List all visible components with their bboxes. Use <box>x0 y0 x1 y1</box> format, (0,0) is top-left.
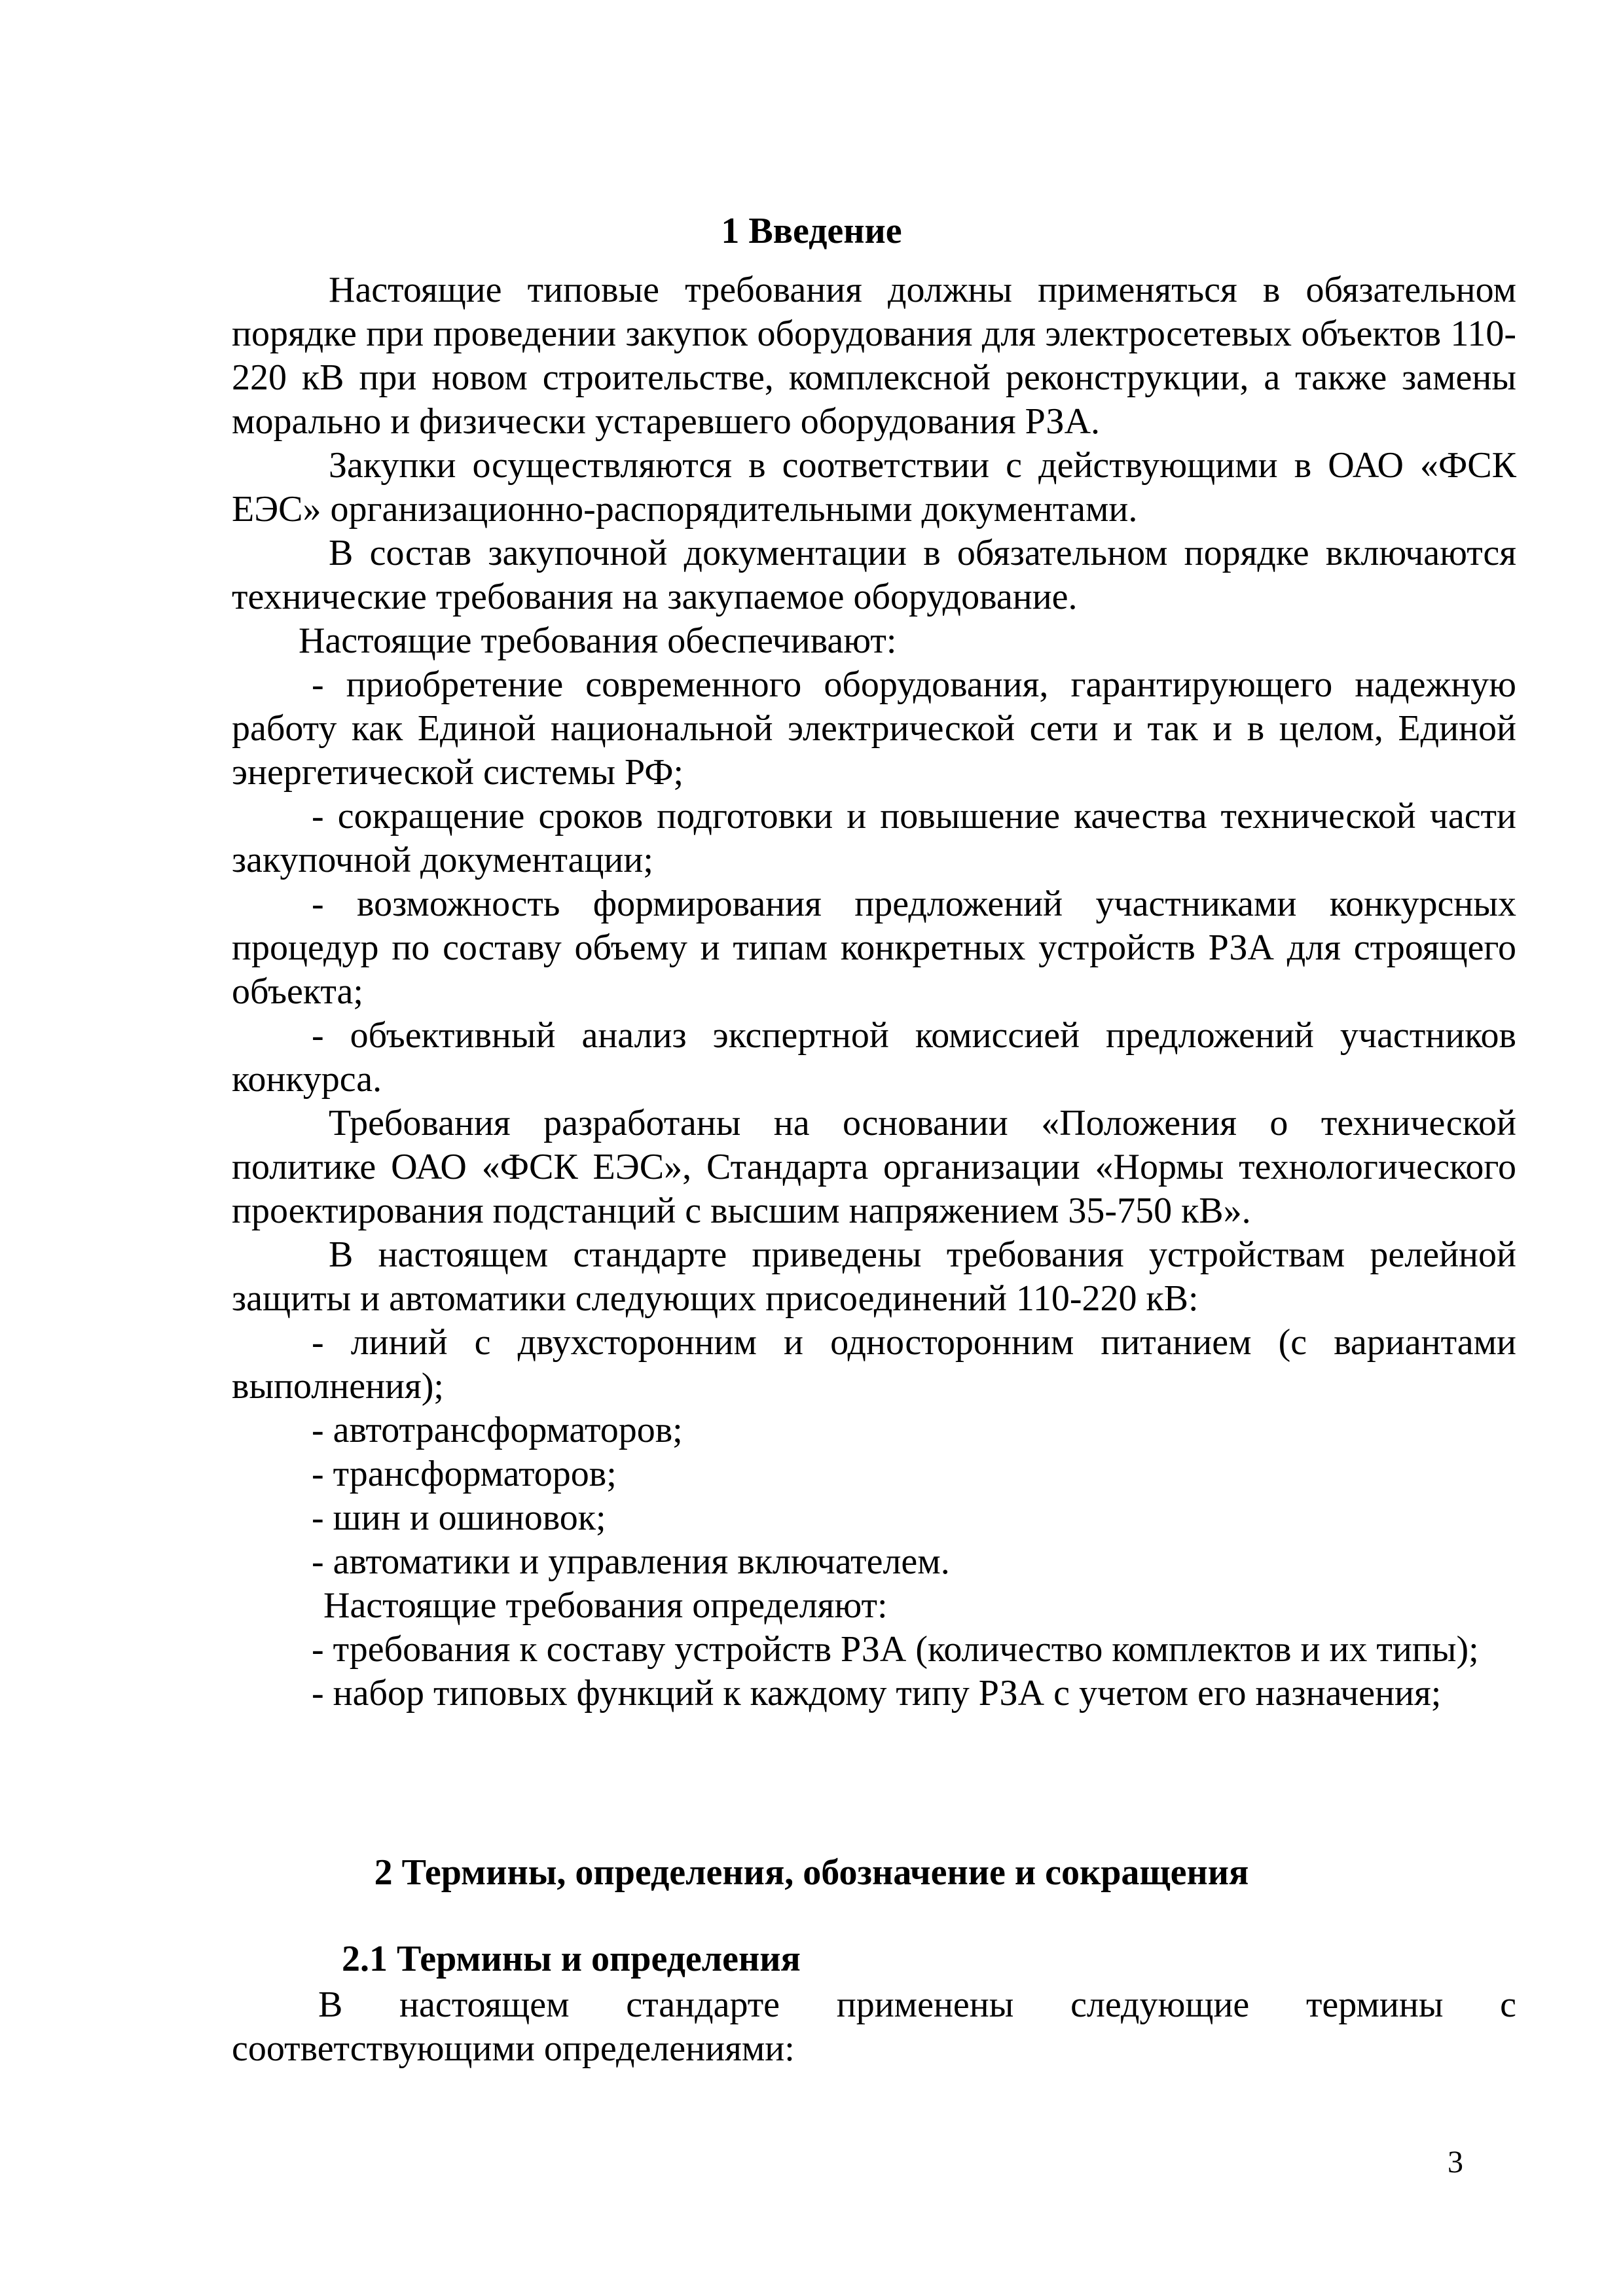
paragraph: В состав закупочной документации в обязательном порядке включаются технические требования на закупаемое оборудование. <box>232 533 1516 617</box>
paragraph: Настоящие требования обеспечивают: <box>299 620 897 661</box>
section-2-body <box>232 1983 1516 2071</box>
list-item: - автотрансформаторов; <box>312 1410 683 1450</box>
list-item: - требования к составу устройств РЗА (количество комплектов и их типы); <box>312 1629 1479 1670</box>
paragraph: Требования разработаны на основании «Положения о технической политике ОАО «ФСК ЕЭС», Стандарта организации «Нормы технологического проектирования подстанций с высшим напряжением 35-750 кВ». <box>232 1103 1516 1231</box>
list-item: - приобретение современного оборудования, гарантирующего надежную работу как Единой национальной электрической сети и так и в целом, Единой энергетической системы РФ; <box>232 664 1516 793</box>
list-item: - трансформаторов; <box>312 1454 617 1494</box>
section-1-title: 1 Введение <box>721 211 902 251</box>
paragraph: В настоящем стандарте приведены требования устройствам релейной защиты и автоматики следующих присоединений 110-220 кВ: <box>232 1234 1516 1319</box>
section-1-body <box>232 268 1516 1715</box>
section-2-title: 2 Термины, определения, обозначение и сокращения <box>374 1852 1249 1893</box>
list-item: - сокращение сроков подготовки и повышение качества технической части закупочной документации; <box>232 796 1516 880</box>
list-item: - возможность формирования предложений участниками конкурсных процедур по составу объему и типам конкретных устройств РЗА для строящего объекта; <box>232 884 1516 1012</box>
list-item: - линий с двухсторонним и односторонним питанием (с вариантами выполнения); <box>232 1322 1516 1407</box>
list-item: - набор типовых функций к каждому типу РЗА с учетом его назначения; <box>312 1673 1442 1713</box>
paragraph: Закупки осуществляются в соответствии с действующими в ОАО «ФСК ЕЭС» организационно-распорядительными документами. <box>232 445 1516 529</box>
page-number: 3 <box>1448 2145 1463 2179</box>
paragraph: Настоящие требования определяют: <box>323 1585 888 1626</box>
list-item: - шин и ошиновок; <box>312 1498 606 1538</box>
subsection-2-1-title: 2.1 Термины и определения <box>342 1939 801 1979</box>
list-item: - объективный анализ экспертной комиссией предложений участников конкурса. <box>232 1015 1516 1100</box>
list-item: - автоматики и управления включателем. <box>312 1541 950 1582</box>
paragraph: Настоящие типовые требования должны применяться в обязательном порядке при проведении закупок оборудования для электросетевых объектов 110-220 кВ при новом строительстве, комплексной реконструкции, а также замены морально и физически устаревшего оборудования РЗА. <box>232 270 1516 442</box>
paragraph: В настоящем стандарте применены следующие термины с соответствующими определениями: <box>232 1984 1516 2069</box>
